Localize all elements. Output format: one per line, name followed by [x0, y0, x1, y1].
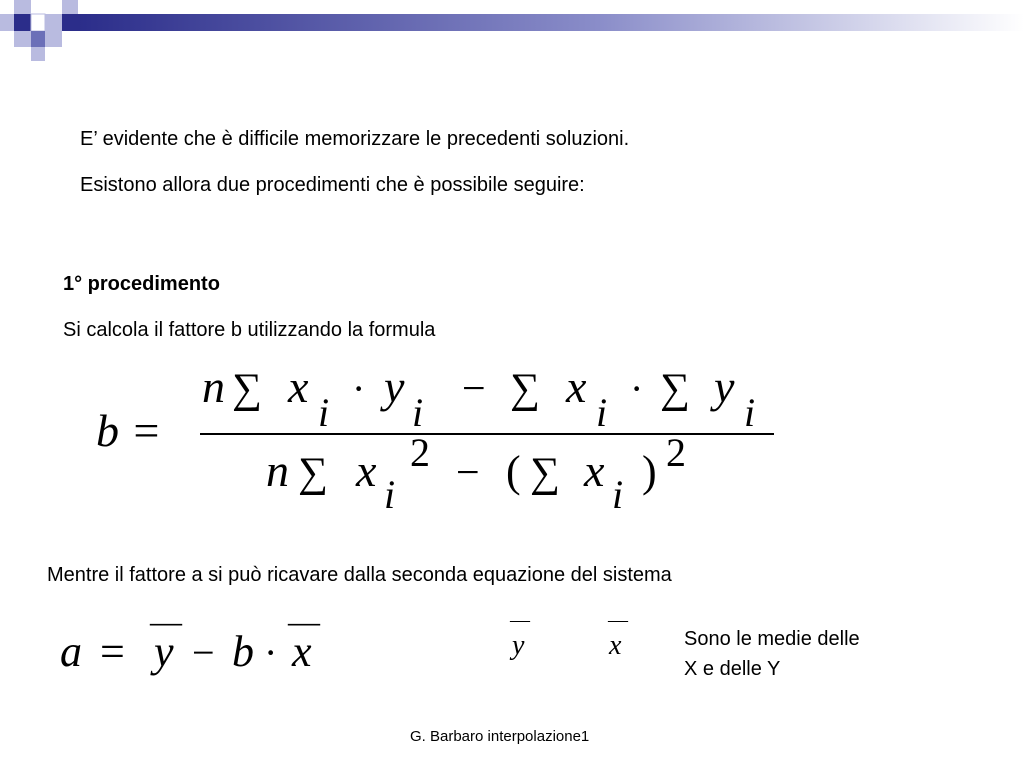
num-i-3: i — [596, 390, 608, 435]
header-gradient-band — [78, 14, 1024, 31]
mean-bar-x: — — [608, 609, 628, 631]
footer: G. Barbaro interpolazione1 — [410, 728, 590, 745]
num-dot-2: · — [630, 366, 644, 411]
den-exp-1: 2 — [410, 430, 430, 475]
fa-bar-y: — — [150, 603, 182, 639]
mean-bar-y: — — [510, 609, 530, 631]
den-i-1: i — [384, 472, 396, 517]
header-square — [31, 47, 45, 61]
intro-line-2: Esistono allora due procedimenti che è possibile seguire: — [80, 174, 585, 196]
means-note-2: X e delle Y — [684, 658, 781, 680]
num-y-1: y — [384, 361, 405, 412]
mean-x: x — [609, 630, 622, 661]
formula-a — [0, 603, 1024, 680]
formula-b-lhs: b = — [96, 405, 162, 456]
procedure-text: Si calcola il fattore b utilizzando la formula — [63, 319, 436, 341]
num-x-2: x — [566, 361, 587, 412]
header-square — [45, 14, 62, 31]
fa-eq: = — [100, 627, 125, 676]
procedure-heading: 1° procedimento — [63, 273, 220, 295]
header-square — [62, 0, 78, 14]
header-square — [31, 14, 45, 31]
header-square — [45, 31, 62, 47]
intro-line-1: E’ evidente che è difficile memorizzare le precedenti soluzioni. — [80, 128, 630, 150]
header-square — [31, 31, 45, 47]
den-i-2: i — [612, 472, 624, 517]
den-n: n — [266, 445, 289, 496]
num-sum-3: ∑ — [660, 366, 690, 412]
den-close-paren: ) — [642, 447, 657, 496]
formula-b — [0, 350, 1024, 520]
mean-y: y — [512, 630, 525, 661]
num-minus: − — [462, 366, 486, 412]
fa-x: x — [292, 627, 312, 676]
a-text: Mentre il fattore a si può ricavare dalla seconda equazione del sistema — [47, 564, 672, 586]
num-i-2: i — [412, 390, 424, 435]
means-note-1: Sono le medie delle — [684, 628, 860, 650]
num-y-2: y — [714, 361, 735, 412]
fa-y: y — [154, 627, 174, 676]
den-x-2: x — [584, 445, 605, 496]
den-minus: − — [456, 450, 480, 496]
header-square — [62, 14, 78, 31]
header-decoration — [0, 0, 1024, 64]
num-sum-1: ∑ — [232, 366, 262, 412]
den-x-1: x — [356, 445, 377, 496]
num-i-1: i — [318, 390, 330, 435]
num-dot-1: · — [352, 366, 366, 411]
den-exp-2: 2 — [666, 430, 686, 475]
den-sum-1: ∑ — [298, 450, 328, 496]
fa-dot: · — [264, 630, 278, 675]
fa-b: b — [232, 627, 254, 676]
num-sum-2: ∑ — [510, 366, 540, 412]
den-open-paren: ( — [506, 447, 521, 496]
header-square — [14, 31, 31, 47]
num-x-1: x — [288, 361, 309, 412]
den-sum-2: ∑ — [530, 450, 560, 496]
header-square — [14, 0, 31, 14]
fa-minus: − — [192, 630, 215, 675]
fa-bar-x: — — [288, 603, 320, 639]
num-i-4: i — [744, 390, 756, 435]
num-n: n — [202, 361, 225, 412]
fa-a: a — [60, 627, 82, 676]
header-square — [0, 14, 14, 31]
header-square — [14, 14, 31, 31]
